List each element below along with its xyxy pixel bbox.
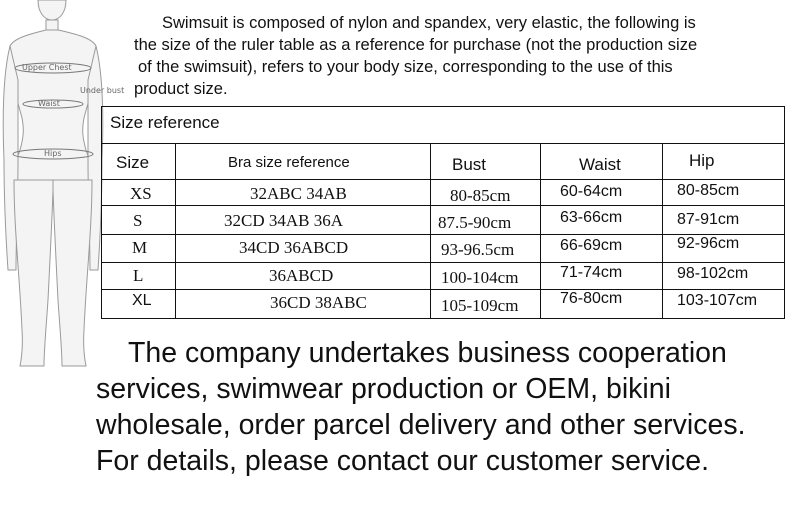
- table-cell-hip: 80-85cm: [677, 182, 740, 199]
- table-cell-size: XL: [132, 292, 152, 309]
- table-cell-bra: 36ABCD: [269, 266, 334, 285]
- table-cell-bust: 80-85cm: [450, 186, 511, 205]
- body-silhouette-icon: [0, 0, 110, 370]
- service-notice-line: For details, please contact our customer service.: [96, 445, 710, 477]
- table-divider: [175, 143, 176, 318]
- table-divider: [540, 143, 541, 318]
- upper-chest-label: Upper Chest: [22, 63, 72, 72]
- table-divider: [430, 143, 431, 318]
- intro-line: the size of the ruler table as a reference for purchase (not the production size: [134, 36, 698, 54]
- service-notice-line: wholesale, order parcel delivery and other services.: [96, 409, 746, 441]
- table-cell-waist: 66-69cm: [560, 237, 623, 254]
- table-cell-hip: 87-91cm: [677, 211, 740, 228]
- table-cell-hip: 92-96cm: [677, 235, 740, 252]
- table-cell-waist: 63-66cm: [560, 209, 623, 226]
- table-cell-bust: 105-109cm: [441, 296, 519, 315]
- header-bra-size: Bra size reference: [228, 154, 350, 171]
- intro-line: of the swimsuit), refers to your body size, corresponding to the use of this: [138, 58, 673, 76]
- table-cell-waist: 60-64cm: [560, 183, 623, 200]
- table-cell-waist: 71-74cm: [560, 264, 623, 281]
- waist-label: Waist: [38, 99, 60, 108]
- service-notice-line: services, swimwear production or OEM, bikini: [96, 373, 671, 405]
- table-cell-hip: 103-107cm: [677, 292, 758, 309]
- table-cell-bra: 34CD 36ABCD: [239, 238, 349, 257]
- under-bust-label: Under bust: [80, 86, 125, 95]
- table-divider: [102, 179, 784, 180]
- table-cell-bust: 93-96.5cm: [441, 240, 515, 259]
- table-cell-bust: 100-104cm: [441, 268, 519, 287]
- table-cell-hip: 98-102cm: [677, 265, 749, 282]
- table-cell-size: XS: [130, 184, 152, 203]
- header-hip: Hip: [689, 151, 715, 170]
- table-cell-bra: 32CD 34AB 36A: [224, 211, 344, 230]
- body-figure: [0, 0, 125, 370]
- table-divider: [102, 262, 784, 263]
- table-cell-waist: 76-80cm: [560, 290, 623, 307]
- table-divider: [662, 143, 663, 318]
- table-title: Size reference: [110, 113, 220, 132]
- table-cell-bra: 36CD 38ABC: [270, 293, 367, 312]
- table-divider: [102, 205, 784, 206]
- header-size: Size: [116, 153, 150, 172]
- table-divider: [102, 289, 784, 290]
- table-cell-size: S: [133, 211, 143, 230]
- header-bust: Bust: [452, 155, 487, 174]
- table-divider: [102, 143, 784, 144]
- service-notice-line: The company undertakes business cooperation: [128, 337, 727, 369]
- size-reference-table: [101, 106, 785, 319]
- table-cell-bust: 87.5-90cm: [438, 213, 512, 232]
- hips-label: Hips: [44, 149, 62, 158]
- header-waist: Waist: [579, 155, 621, 174]
- table-cell-size: M: [132, 238, 148, 257]
- intro-line: Swimsuit is composed of nylon and spandex, very elastic, the following is: [162, 14, 696, 32]
- intro-line: product size.: [134, 80, 228, 98]
- table-cell-bra: 32ABC 34AB: [250, 184, 347, 203]
- table-cell-size: L: [133, 266, 144, 285]
